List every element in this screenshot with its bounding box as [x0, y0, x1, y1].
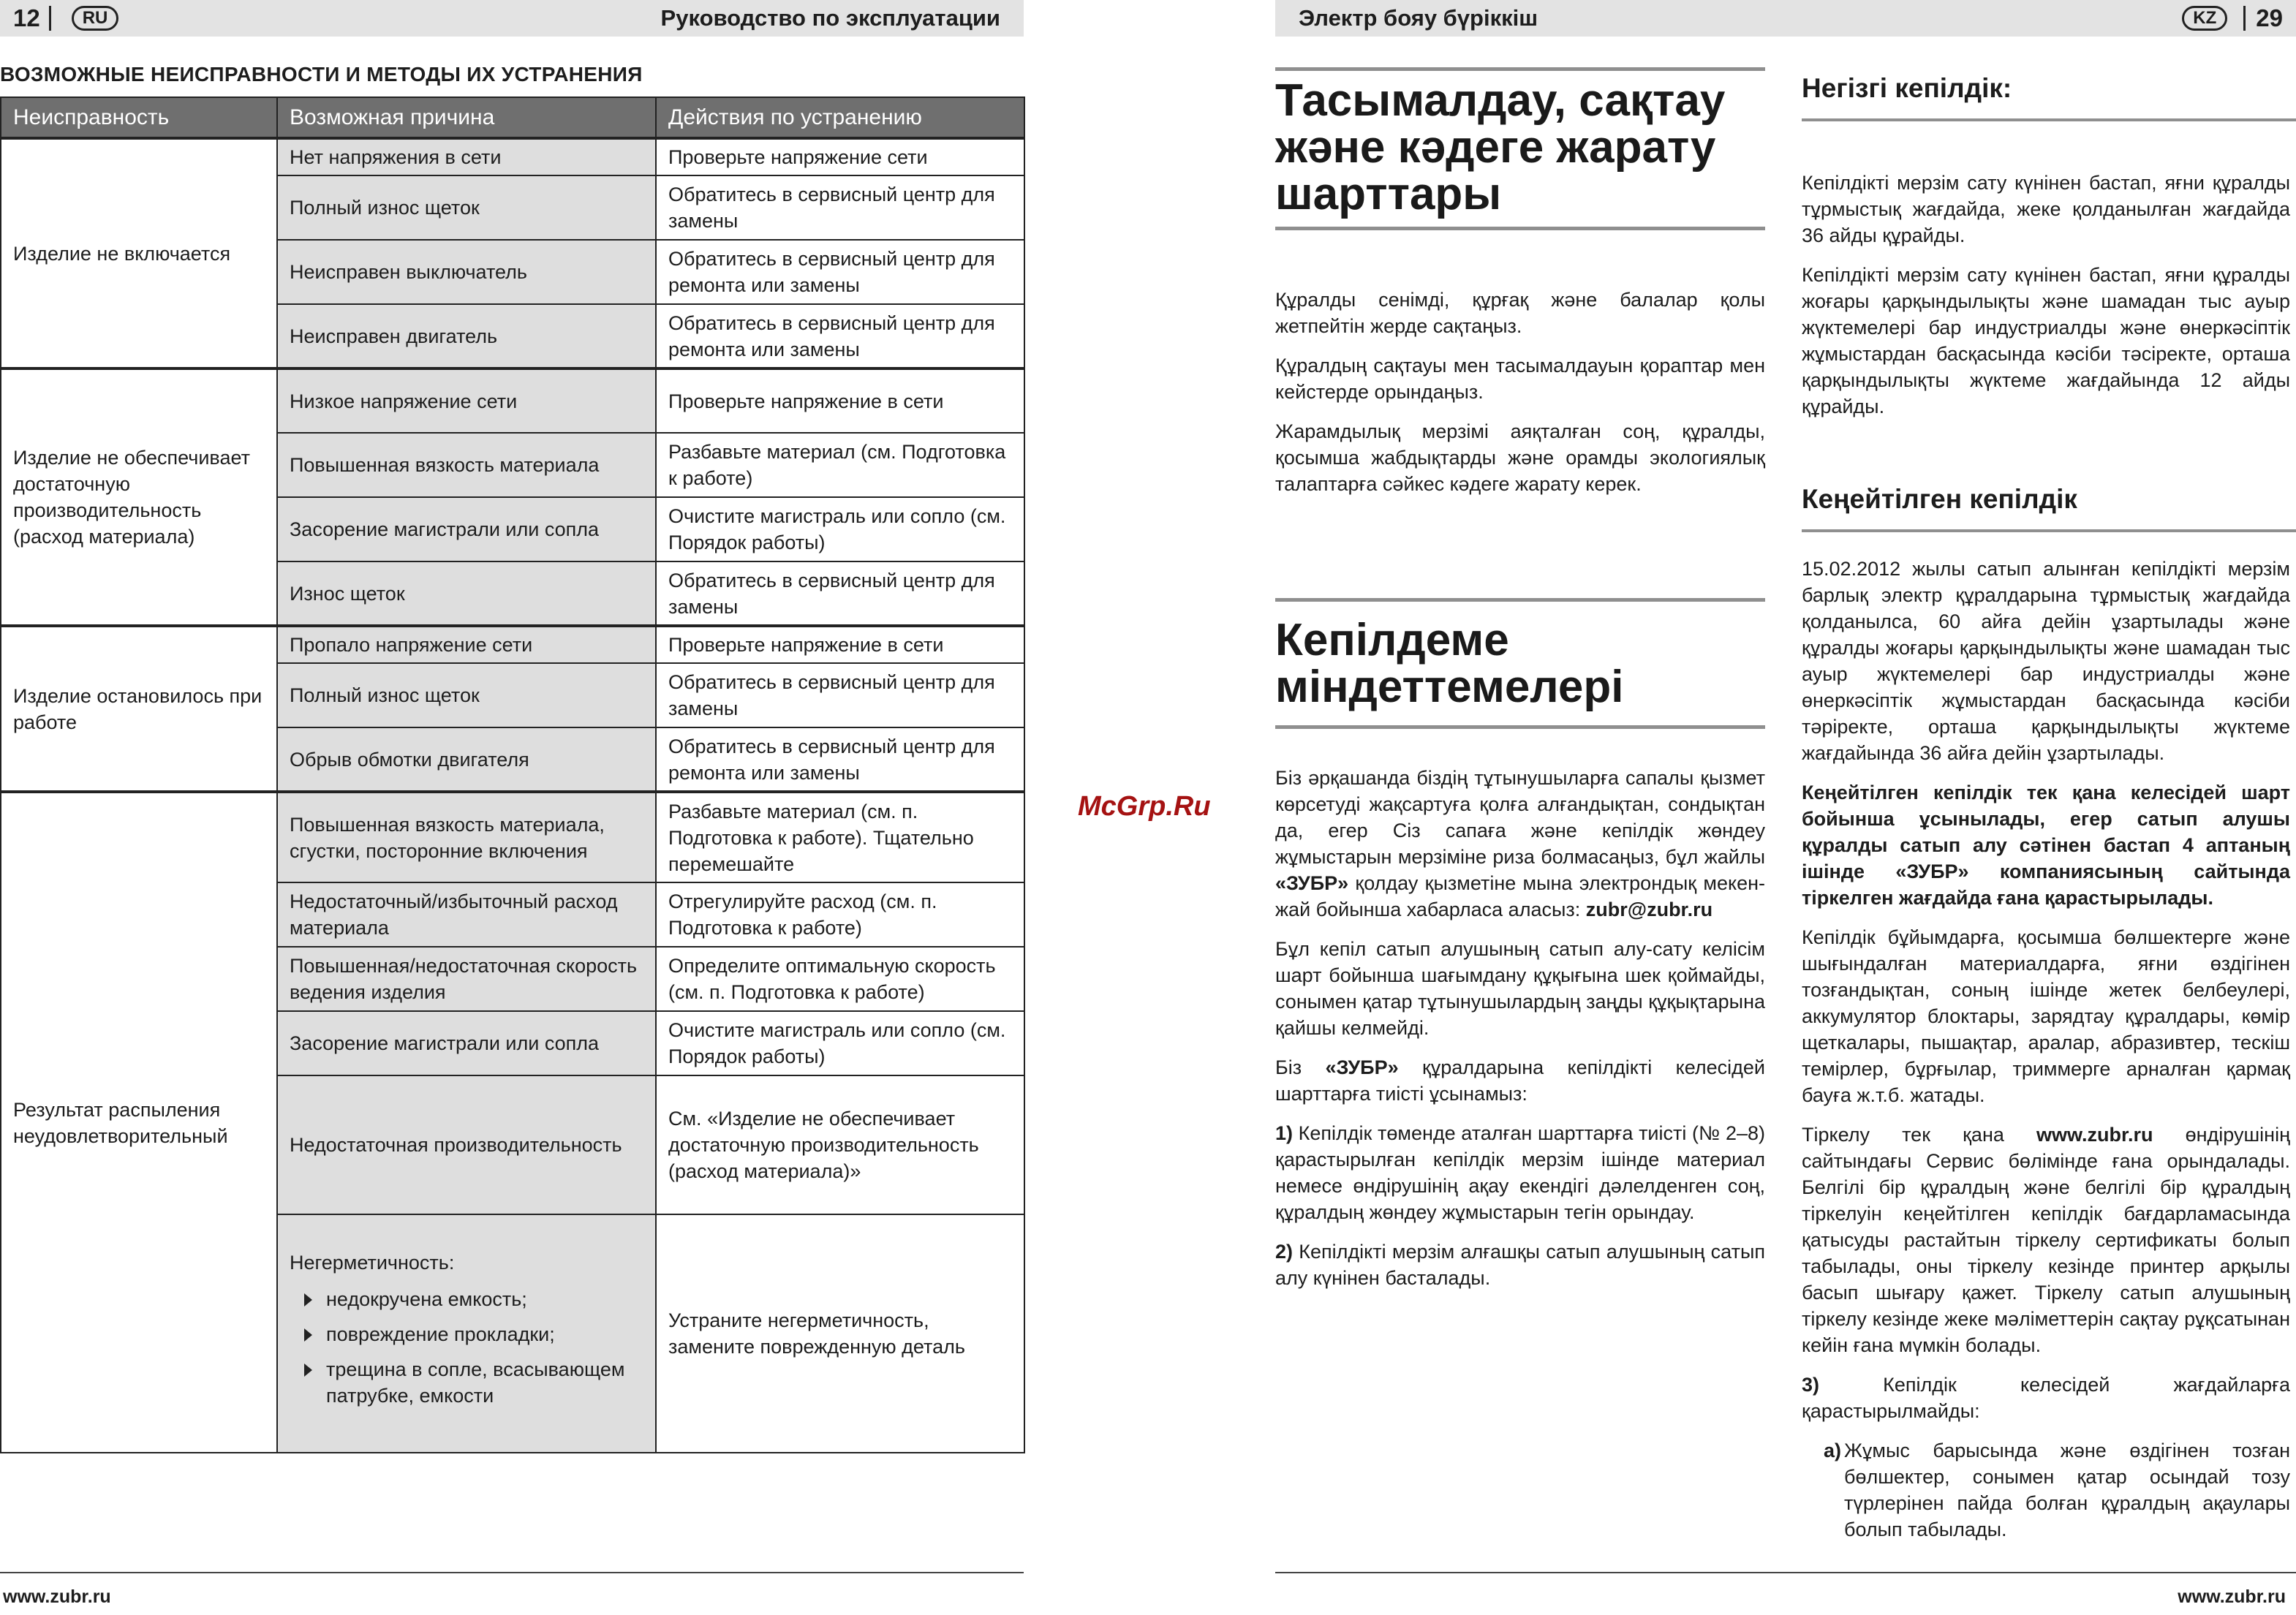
- leak-list: [290, 1286, 643, 1409]
- paragraph-bold: Кеңейтілген кепілдік тек қана келесідей шарт бойынша ұсынылады, егер сатып алушы құралды сатып алу сәтінен бастап 4 аптаның ішінде «ЗУБР» компаниясының сайтында тіркелген жағдайда ғана қарастырылады.: [1802, 782, 2290, 909]
- cause-cell: Обрыв обмотки двигателя: [277, 727, 656, 792]
- right-page-header: [1275, 0, 2296, 37]
- right-header-title: Электр бояу бүріккіш: [1299, 5, 1538, 31]
- col-header-fault: Неисправность: [1, 97, 277, 138]
- table-row: [1, 626, 1024, 663]
- cause-cell: Пропало напряжение сети: [277, 626, 656, 663]
- text: құралдарына кепілдікті келесідей шарттарға тиісті ұсынамыз:: [1275, 1056, 1765, 1105]
- action-cell: Отрегулируйте расход (см. п. Подготовка к работе): [656, 882, 1024, 947]
- text: Кепілдік төменде аталған шарттарға тиісті (№ 2–8) қарастырылған кепілдік мерзім ішінде материал немесе өндірушінің ақау екендігі дәлелденген соң, құралдың жөндеу жұмыстарын тегін орындау.: [1275, 1122, 1765, 1223]
- list-item: повреждение прокладки;: [290, 1321, 643, 1347]
- paragraph: [1802, 1122, 2290, 1358]
- text: Кепілдік келесідей жағдайларға қарастырылмайды:: [1802, 1374, 2290, 1422]
- rule: [1275, 227, 1765, 230]
- right-lang-badge: KZ: [2182, 6, 2227, 31]
- cause-cell: Повышенная/недостаточная скорость ведения изделия: [277, 947, 656, 1011]
- list-item: недокручена емкость;: [290, 1286, 643, 1312]
- action-cell: Разбавьте материал (см. Подготовка к работе): [656, 433, 1024, 497]
- cause-cell: Повышенная вязкость материала, сгустки, посторонние включения: [277, 792, 656, 882]
- action-cell: Проверьте напряжение в сети: [656, 626, 1024, 663]
- fault-cell: Изделие остановилось при работе: [1, 626, 277, 792]
- fault-cell: Результат распыления неудовлетворительный: [1, 792, 277, 1453]
- extended-warranty-heading: Кеңейтілген кепілдік: [1802, 484, 2077, 514]
- paragraph: Кепілдікті мерзім сату күнінен бастап, яғни құралды тұрмыстық жағдайда, жеке қолданылған жағдайда 36 айды құрайды.: [1802, 172, 2290, 246]
- left-page-header: [0, 0, 1024, 37]
- text: Біз: [1275, 1056, 1326, 1078]
- list-item: трещина в сопле, всасывающем патрубке, емкости: [290, 1356, 643, 1409]
- cause-cell: Недостаточная производительность: [277, 1075, 656, 1214]
- text: өндірушінің сайтындағы Сервис бөлімінде ғана орындалады. Белгілі бір құралдың және белгілі бір құралдың тіркелуін кеңейтілген кепілдік бағдарламасында қатысуды растайтын тіркелу сертификаты болып табылады, оны тіркелу кезінде принтер арқылы басып шығару қажет. Тіркелу сатып алушының тіркелу кезінде жеке мәліметтерін сақтау рұқсатынан кейін ғана мүмкін болады.: [1802, 1124, 2291, 1356]
- action-cell: См. «Изделие не обеспечивает достаточную производительность (расход материала)»: [656, 1075, 1024, 1214]
- paragraph: [1275, 1238, 1765, 1291]
- cause-cell: Неисправен двигатель: [277, 304, 656, 368]
- table-row: [1, 368, 1024, 433]
- cause-cell: Нет напряжения в сети: [277, 138, 656, 175]
- action-cell: Обратитесь в сервисный центр для замены: [656, 561, 1024, 626]
- paragraph: Құралды сенімді, құрғақ және балалар қолы жетпейтін жерде сақтаңыз.: [1275, 289, 1765, 337]
- paragraph: Кепілдікті мерзім сату күнінен бастап, яғни құралды жоғары қарқындылықты және шамадан тыс ауыр жүктемелері бар индустриалды және өнеркәсіптік жұмыстардан басқасында кәсіби тәсіректе, орташа қарқындылықты жүктеме жағдайында 12 айды құрайды.: [1802, 264, 2290, 417]
- right-footer-url[interactable]: www.zubr.ru: [2178, 1586, 2286, 1607]
- cause-cell-leak: [277, 1214, 656, 1453]
- cause-cell: Низкое напряжение сети: [277, 368, 656, 433]
- troubleshooting-table: [0, 97, 1025, 1453]
- site-link[interactable]: www.zubr.ru: [2036, 1124, 2153, 1146]
- action-cell: Проверьте напряжение в сети: [656, 368, 1024, 433]
- text: Жұмыс барысында және өздігінен тозған бөлшектер, сонымен қатар осындай тозу түрлерінен пайда болған құралдың ақаулары болып табылады.: [1844, 1440, 2290, 1540]
- action-cell: Обратитесь в сервисный центр для ремонта или замены: [656, 304, 1024, 368]
- cause-cell: Засорение магистрали или сопла: [277, 497, 656, 561]
- item-number: 2): [1275, 1241, 1294, 1263]
- cause-cell: Полный износ щеток: [277, 175, 656, 240]
- paragraph: Кепілдік бұйымдарға, қосымша бөлшектерге және шығындалған материалдарға, яғни өздігінен тозғандықтан, соның ішінде жетек белбеулері, аккумулятор блоктары, зарядтау құралдары, көмір щеткалары, пышақтар, аралар, абразивтер, тескіш темірлер, бұрғылар, триммерге арналған қармақ бауға ж.т.б. жатады.: [1802, 926, 2290, 1106]
- cause-cell: Недостаточный/избыточный расход материала: [277, 882, 656, 947]
- action-cell: Обратитесь в сервисный центр для замены: [656, 175, 1024, 240]
- item-letter: а): [1823, 1440, 1841, 1461]
- right-footer-line: [1275, 1572, 2296, 1573]
- paragraph: [1802, 1372, 2290, 1424]
- section-title: ВОЗМОЖНЫЕ НЕИСПРАВНОСТИ И МЕТОДЫ ИХ УСТРАНЕНИЯ: [0, 63, 643, 86]
- fault-cell: Изделие не обеспечивает достаточную производительность (расход материала): [1, 368, 277, 626]
- paragraph: 15.02.2012 жылы сатып алынған кепілдікті мерзім барлық электр құралдарына тұрмыстық жағдайда қолданылса, 60 айға дейін ұзартылады және құралды жоғары қарқындылықты және шамадан тыс ауыр жүктемелері бар индустриалды және өнеркәсіптік жұмыстардан басқасында кәсіби тәріректе, орташа қарқындылықты жүктеме жағдайында 36 айға дейін ұзартылады.: [1802, 558, 2290, 764]
- item-number: 1): [1275, 1122, 1294, 1144]
- left-page-number: 12: [13, 4, 40, 31]
- action-cell: Обратитесь в сервисный центр для замены: [656, 663, 1024, 727]
- left-footer-url[interactable]: www.zubr.ru: [3, 1586, 111, 1607]
- warranty-text: [1275, 765, 1765, 1304]
- watermark: McGrp.Ru: [1078, 791, 1211, 822]
- transport-text: [1275, 287, 1765, 510]
- action-cell: Очистите магистраль или сопло (см. Порядок работы): [656, 497, 1024, 561]
- email-link[interactable]: zubr@zubr.ru: [1585, 899, 1713, 920]
- action-cell: Проверьте напряжение сети: [656, 138, 1024, 175]
- action-cell: Обратитесь в сервисный центр для ремонта или замены: [656, 240, 1024, 304]
- left-header-title: Руководство по эксплуатации: [660, 5, 1000, 31]
- cause-cell: Полный износ щеток: [277, 663, 656, 727]
- paragraph: [1275, 1120, 1765, 1225]
- cause-cell: Повышенная вязкость материала: [277, 433, 656, 497]
- left-lang-badge: RU: [72, 6, 119, 31]
- brand: «ЗУБР»: [1325, 1056, 1399, 1078]
- action-cell: Определите оптимальную скорость (см. п. Подготовка к работе): [656, 947, 1024, 1011]
- table-row: [1, 792, 1024, 882]
- fault-cell: Изделие не включается: [1, 138, 277, 368]
- cause-cell: Неисправен выключатель: [277, 240, 656, 304]
- brand: «ЗУБР»: [1275, 872, 1349, 894]
- text: Біз әрқашанда біздің тұтынушыларға сапалы қызмет көрсетуді жақсартуға қолға алғандықтан, сондықтан да, егер Сіз сапаға және кепілдік жөндеу жұмыстарын мерзіміне риза болмасаңыз, бұл жайлы: [1275, 767, 1765, 868]
- item-number: 3): [1802, 1374, 1820, 1396]
- extended-warranty-text: [1802, 556, 2290, 1556]
- rule: [1802, 118, 2296, 121]
- action-cell: Разбавьте материал (см. п. Подготовка к работе). Тщательно перемешайте: [656, 792, 1024, 882]
- paragraph: Құралдың сақтауы мен тасымалдауын қораптар мен кейстерде орындаңыз.: [1275, 355, 1765, 403]
- col-header-cause: Возможная причина: [277, 97, 656, 138]
- col-header-action: Действия по устранению: [656, 97, 1024, 138]
- cause-cell: Износ щеток: [277, 561, 656, 626]
- header-divider: [49, 6, 51, 31]
- cause-cell: Засорение магистрали или сопла: [277, 1011, 656, 1075]
- action-cell: Обратитесь в сервисный центр для ремонта или замены: [656, 727, 1024, 792]
- paragraph: [1802, 1437, 2290, 1543]
- paragraph: [1275, 1054, 1765, 1107]
- leak-title: Негерметичность:: [290, 1252, 455, 1274]
- right-page-number: 29: [2256, 4, 2283, 31]
- left-footer-line: [0, 1572, 1024, 1573]
- table-header-row: [1, 97, 1024, 138]
- text: Кепілдікті мерзім алғашқы сатып алушының сатып алу күнінен басталады.: [1275, 1241, 1765, 1289]
- action-cell: Устраните негерметичность, замените поврежденную деталь: [656, 1214, 1024, 1453]
- text: қолдау қызметіне мына электрондық мекен-жай бойынша хабарласа аласыз:: [1275, 872, 1765, 920]
- rule: [1275, 67, 1765, 71]
- paragraph: Жарамдылық мерзімі аяқталған соң, құралды, қосымша жабдықтарды және орамды экологиялық талаптарға сәйкес кәдеге жарату керек.: [1275, 420, 1765, 495]
- paragraph: Бұл кепіл сатып алушының сатып алу-сату келісім шарт бойынша шағымдану құқығына шек қоймайды, сонымен қатар тұтынушылардың заңды құқықтарына қайшы келмейді.: [1275, 938, 1765, 1039]
- rule: [1802, 529, 2296, 532]
- action-cell: Очистите магистраль или сопло (см. Порядок работы): [656, 1011, 1024, 1075]
- transport-heading: Тасымалдау, сақтау және кәдеге жарату шарттары: [1275, 75, 1726, 219]
- rule: [1275, 725, 1765, 729]
- table-row: [1, 138, 1024, 175]
- rule: [1275, 598, 1765, 602]
- basic-warranty-heading: Негізгі кепілдік:: [1802, 73, 2012, 103]
- text: Тіркелу тек қана: [1802, 1124, 2036, 1146]
- paragraph: [1275, 765, 1765, 923]
- basic-warranty-text: [1802, 170, 2290, 433]
- warranty-heading: Кепілдеме міндеттемелері: [1275, 615, 1624, 712]
